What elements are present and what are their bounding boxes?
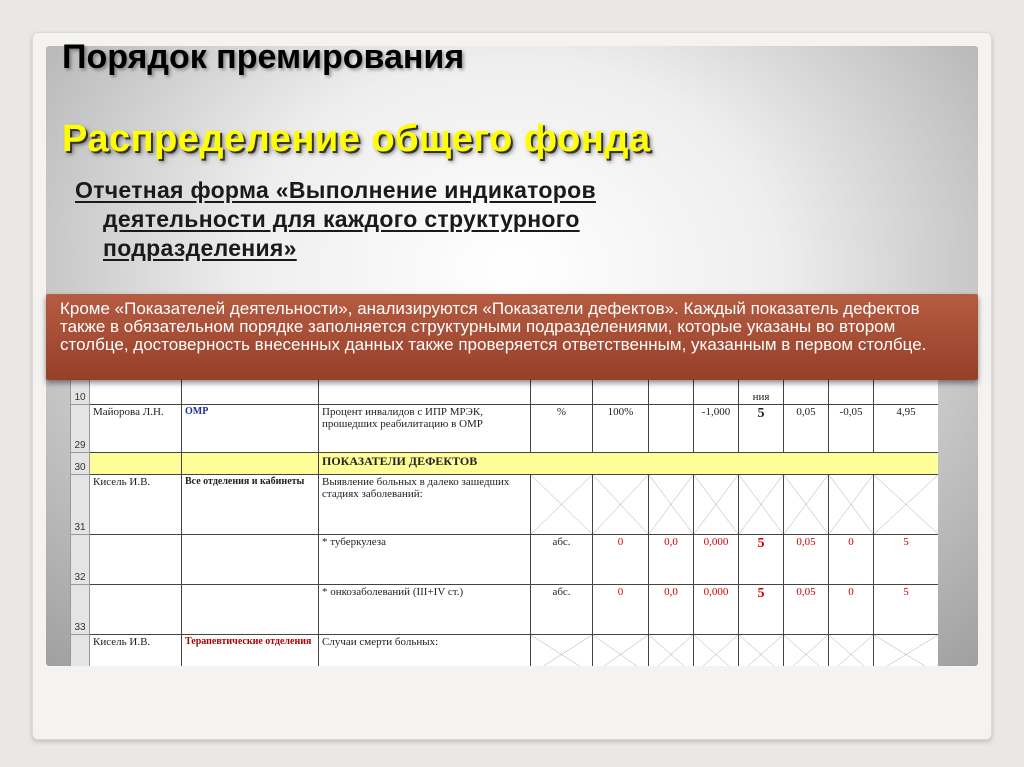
score-cell: 5 [739,405,784,453]
cross-mark-icon [531,475,592,534]
cross-mark-icon [784,475,828,534]
note-text: Кроме «Показателей деятельности», анализируются «Показатели дефектов». Каждый показатель дефектов также в обязательном порядке заполняется структурными подразделениями, которые указаны во втором столбце, достоверность внесенных данных также проверяется ответственным, указанным в первом столбце. [60,299,927,354]
plan-cell: 0 [593,585,649,635]
crossed-cell [739,475,784,535]
table-cell [182,535,319,585]
plan-cell: 0 [593,535,649,585]
fact-cell [649,405,694,453]
cross-mark-icon [829,475,873,534]
weight2-cell: -0,05 [829,405,874,453]
crossed-cell [829,475,874,535]
diff-cell: 0,000 [694,585,739,635]
cross-mark-icon [649,635,693,666]
score-cell: 5 [739,535,784,585]
table-row [71,377,939,405]
table-cell [90,535,182,585]
plan-cell: 100% [593,405,649,453]
total-cell: 5 [874,585,939,635]
cross-mark-icon [593,475,648,534]
indicator-cell: Процент инвалидов с ИПР МРЭК, прошедших реабилитацию в ОМР [319,405,531,453]
cross-mark-icon [874,635,938,666]
row-number: 29 [71,405,90,453]
department-cell: Терапевтические отделения [182,635,319,667]
unit-cell: абс. [531,585,593,635]
weight2-cell: 0 [829,585,874,635]
weight-cell: 0,05 [784,585,829,635]
table-cell [182,585,319,635]
weight-cell: 0,05 [784,405,829,453]
table-cell [874,377,939,405]
crossed-cell [829,635,874,667]
crossed-cell [593,475,649,535]
table-cell: ния [739,377,784,405]
crossed-cell [649,475,694,535]
cross-mark-icon [593,635,648,666]
table-cell [90,377,182,405]
crossed-cell [694,635,739,667]
slide-title: Порядок премирования [62,38,465,76]
responsible-cell: Майорова Л.Н. [90,405,182,453]
department-cell: Все отделения и кабинеты [182,475,319,535]
section-header: ПОКАЗАТЕЛИ ДЕФЕКТОВ [319,453,939,475]
table-cell [649,377,694,405]
unit-cell: абс. [531,535,593,585]
responsible-cell: Кисель И.В. [90,475,182,535]
crossed-cell [531,475,593,535]
row-number: 30 [71,453,90,475]
row-number: 10 [71,377,90,405]
cross-mark-icon [739,635,783,666]
spreadsheet-excerpt [70,376,938,666]
table-row [71,453,939,475]
cross-mark-icon [694,475,738,534]
table-row [71,405,939,453]
note-callout [46,294,978,380]
table-cell [593,377,649,405]
cross-mark-icon [784,635,828,666]
table-cell [182,453,319,475]
indicator-cell: * онкозаболеваний (III+IV ст.) [319,585,531,635]
table-cell [694,377,739,405]
indicator-cell: Выявление больных в далеко зашедших стадиях заболеваний: [319,475,531,535]
fact-cell: 0,0 [649,585,694,635]
slide-subtitle: Распределение общего фонда [62,118,651,160]
table-cell [829,377,874,405]
table-cell [784,377,829,405]
table-cell [319,377,531,405]
row-number: 32 [71,535,90,585]
crossed-cell [694,475,739,535]
cross-mark-icon [649,475,693,534]
weight-cell: 0,05 [784,535,829,585]
row-number: 31 [71,475,90,535]
crossed-cell [874,635,939,667]
crossed-cell [784,475,829,535]
indicator-cell: Случаи смерти больных: [319,635,531,667]
crossed-cell [649,635,694,667]
total-cell: 4,95 [874,405,939,453]
cross-mark-icon [874,475,938,534]
indicator-cell: * туберкулеза [319,535,531,585]
weight2-cell: 0 [829,535,874,585]
department-cell: ОМР [182,405,319,453]
cross-mark-icon [531,635,592,666]
table-cell [90,453,182,475]
table-row [71,635,939,667]
diff-cell: 0,000 [694,535,739,585]
form-heading-line-2: деятельности для каждого структурного [103,206,580,232]
form-heading-line-3: подразделения» [103,235,297,261]
crossed-cell [784,635,829,667]
table-cell [182,377,319,405]
indicator-table [70,376,938,666]
cross-mark-icon [739,475,783,534]
table-row [71,585,939,635]
unit-cell: % [531,405,593,453]
table-cell [531,377,593,405]
total-cell: 5 [874,535,939,585]
form-heading [75,176,795,263]
cross-mark-icon [694,635,738,666]
crossed-cell [593,635,649,667]
table-row [71,475,939,535]
score-cell: 5 [739,585,784,635]
table-row [71,535,939,585]
crossed-cell [874,475,939,535]
crossed-cell [531,635,593,667]
crossed-cell [739,635,784,667]
cross-mark-icon [829,635,873,666]
form-heading-line-1: Отчетная форма «Выполнение индикаторов [75,177,596,203]
diff-cell: -1,000 [694,405,739,453]
row-number: 33 [71,585,90,635]
responsible-cell: Кисель И.В. [90,635,182,667]
fact-cell: 0,0 [649,535,694,585]
row-number [71,635,90,667]
table-cell [90,585,182,635]
